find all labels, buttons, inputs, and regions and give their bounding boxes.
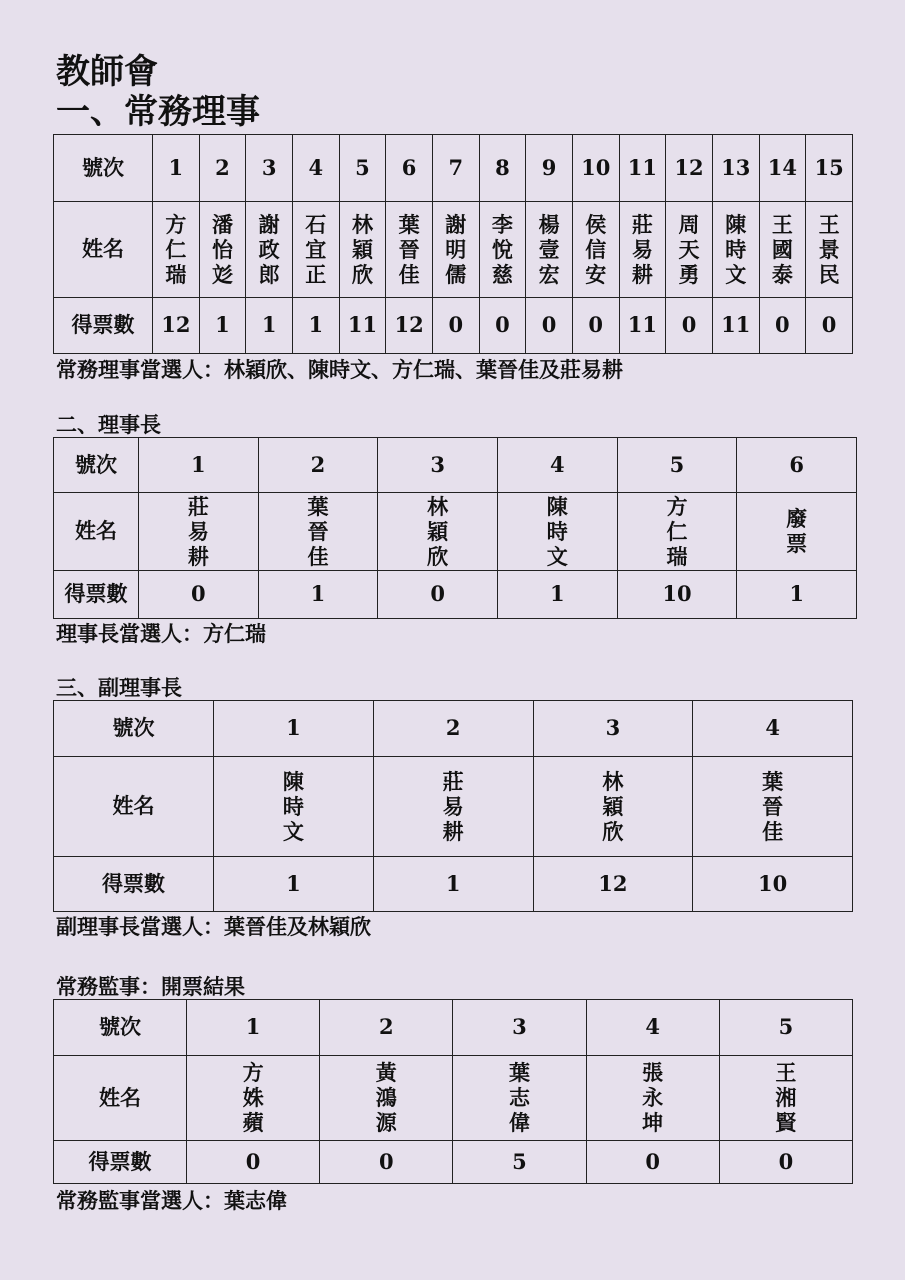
row-number: [54, 438, 857, 493]
candidate-number: 7: [432, 135, 479, 202]
section-heading-chairman: 二、理事長: [56, 412, 161, 437]
candidate-votes: 0: [320, 1141, 453, 1184]
candidate-name-vertical: 石 宜 正: [305, 211, 327, 287]
label-votes: 得票數: [54, 1141, 187, 1184]
candidate-votes: 10: [693, 857, 853, 912]
candidate-name-vertical: 方 仁 瑞: [165, 211, 187, 287]
candidate-name: [199, 202, 246, 298]
candidate-number: 1: [187, 1000, 320, 1056]
row-votes: [54, 571, 857, 619]
candidate-number: 3: [246, 135, 293, 202]
candidate-votes: 10: [617, 571, 737, 619]
row-number: [54, 1000, 853, 1056]
candidate-name-vertical: 莊 易 耕: [187, 493, 209, 569]
row-number: [54, 135, 853, 202]
candidate-number: 6: [737, 438, 857, 493]
candidate-name-vertical: 王 國 泰: [771, 211, 793, 287]
candidate-name-vertical: 方 仁 瑞: [666, 493, 688, 569]
candidate-name: [712, 202, 759, 298]
candidate-number: 6: [386, 135, 433, 202]
candidate-name-vertical: 潘 怡 彣: [211, 211, 233, 287]
result-chairman: 理事長當選人：方仁瑞: [56, 621, 266, 646]
candidate-number: 4: [292, 135, 339, 202]
candidate-name: [139, 493, 259, 571]
candidate-name-vertical: 謝 明 儒: [445, 211, 467, 287]
candidate-name-vertical: 周 天 勇: [678, 211, 700, 287]
row-name: [54, 757, 853, 857]
candidate-votes: 0: [572, 298, 619, 354]
candidate-name: [619, 202, 666, 298]
standing-supervisor-table: [53, 999, 853, 1184]
result-standing-supervisor: 常務監事當選人：葉志偉: [56, 1188, 287, 1213]
candidate-votes: 0: [759, 298, 806, 354]
candidate-number: 11: [619, 135, 666, 202]
candidate-name-vertical: 黃 鴻 源: [375, 1060, 397, 1136]
candidate-name-vertical: 葉 晉 佳: [398, 211, 420, 287]
label-name: 姓名: [54, 1056, 187, 1141]
row-number: [54, 701, 853, 757]
candidate-number: 1: [214, 701, 374, 757]
candidate-name: [258, 493, 378, 571]
candidate-name-vertical: 林 穎 欣: [351, 211, 373, 287]
label-name: 姓名: [54, 493, 139, 571]
row-name: [54, 1056, 853, 1141]
candidate-number: 2: [320, 1000, 453, 1056]
candidate-name-vertical: 陳 時 文: [282, 768, 304, 844]
candidate-votes: 5: [453, 1141, 586, 1184]
candidate-name: [292, 202, 339, 298]
candidate-name: [737, 493, 857, 571]
candidate-name-vertical: 方 姝 蘋: [242, 1060, 264, 1136]
result-vice-chairman: 副理事長當選人：葉晉佳及林穎欣: [56, 914, 371, 939]
row-votes: [54, 298, 853, 354]
candidate-name-vertical: 陳 時 文: [725, 211, 747, 287]
candidate-name-vertical: 莊 易 耕: [442, 768, 464, 844]
candidate-votes: 1: [246, 298, 293, 354]
candidate-votes: 0: [806, 298, 853, 354]
candidate-name-vertical: 廢 票: [786, 506, 808, 557]
candidate-votes: 0: [666, 298, 713, 354]
candidate-name-vertical: 謝 政 郎: [258, 211, 280, 287]
candidate-number: 3: [453, 1000, 586, 1056]
row-votes: [54, 857, 853, 912]
candidate-name-vertical: 陳 時 文: [546, 493, 568, 569]
section-heading-standing-directors: 一、常務理事: [56, 92, 260, 132]
candidate-number: 9: [526, 135, 573, 202]
candidate-name: [572, 202, 619, 298]
row-name: [54, 493, 857, 571]
candidate-name: [533, 757, 693, 857]
candidate-number: 5: [339, 135, 386, 202]
candidate-name: [719, 1056, 852, 1141]
candidate-votes: 12: [386, 298, 433, 354]
label-votes: 得票數: [54, 571, 139, 619]
row-name: [54, 202, 853, 298]
candidate-name: [759, 202, 806, 298]
candidate-votes: 1: [199, 298, 246, 354]
candidate-name: [432, 202, 479, 298]
candidate-name: [153, 202, 200, 298]
section-heading-standing-supervisor: 常務監事：開票結果: [56, 974, 245, 999]
candidate-name: [806, 202, 853, 298]
candidate-name: [373, 757, 533, 857]
candidate-name: [339, 202, 386, 298]
chairman-table: [53, 437, 857, 619]
section-heading-vice-chairman: 三、副理事長: [56, 675, 182, 700]
candidate-votes: 0: [719, 1141, 852, 1184]
standing-directors-table: [53, 134, 853, 354]
candidate-number: 3: [378, 438, 498, 493]
candidate-votes: 11: [712, 298, 759, 354]
label-number: 號次: [54, 135, 153, 202]
candidate-name-vertical: 侯 信 安: [585, 211, 607, 287]
candidate-name: [693, 757, 853, 857]
label-votes: 得票數: [54, 298, 153, 354]
candidate-name: [586, 1056, 719, 1141]
label-name: 姓名: [54, 757, 214, 857]
candidate-votes: 0: [378, 571, 498, 619]
candidate-number: 1: [139, 438, 259, 493]
candidate-number: 1: [153, 135, 200, 202]
candidate-number: 2: [258, 438, 378, 493]
candidate-name: [214, 757, 374, 857]
candidate-number: 4: [586, 1000, 719, 1056]
page-title: 教師會: [56, 52, 158, 92]
candidate-name: [246, 202, 293, 298]
candidate-name: [453, 1056, 586, 1141]
candidate-votes: 11: [619, 298, 666, 354]
candidate-votes: 0: [526, 298, 573, 354]
candidate-votes: 1: [373, 857, 533, 912]
candidate-votes: 12: [533, 857, 693, 912]
candidate-votes: 11: [339, 298, 386, 354]
candidate-number: 5: [719, 1000, 852, 1056]
candidate-name: [617, 493, 737, 571]
candidate-votes: 1: [497, 571, 617, 619]
candidate-name-vertical: 王 景 民: [818, 211, 840, 287]
candidate-votes: 1: [214, 857, 374, 912]
candidate-name: [386, 202, 433, 298]
candidate-number: 15: [806, 135, 853, 202]
candidate-name-vertical: 葉 志 偉: [508, 1060, 530, 1136]
candidate-name-vertical: 李 悅 慈: [491, 211, 513, 287]
label-votes: 得票數: [54, 857, 214, 912]
candidate-name: [526, 202, 573, 298]
label-name: 姓名: [54, 202, 153, 298]
label-number: 號次: [54, 438, 139, 493]
label-number: 號次: [54, 701, 214, 757]
candidate-votes: 0: [586, 1141, 719, 1184]
candidate-number: 12: [666, 135, 713, 202]
candidate-name: [378, 493, 498, 571]
candidate-number: 4: [693, 701, 853, 757]
candidate-name-vertical: 林 穎 欣: [602, 768, 624, 844]
candidate-number: 14: [759, 135, 806, 202]
candidate-votes: 0: [479, 298, 526, 354]
candidate-votes: 12: [153, 298, 200, 354]
candidate-name-vertical: 楊 壹 宏: [538, 211, 560, 287]
row-votes: [54, 1141, 853, 1184]
candidate-name: [666, 202, 713, 298]
candidate-votes: 1: [258, 571, 378, 619]
candidate-name: [479, 202, 526, 298]
candidate-number: 2: [373, 701, 533, 757]
candidate-name-vertical: 王 湘 賢: [775, 1060, 797, 1136]
candidate-number: 5: [617, 438, 737, 493]
candidate-number: 2: [199, 135, 246, 202]
candidate-number: 10: [572, 135, 619, 202]
candidate-votes: 0: [432, 298, 479, 354]
candidate-name-vertical: 莊 易 耕: [631, 211, 653, 287]
candidate-name: [320, 1056, 453, 1141]
candidate-votes: 0: [139, 571, 259, 619]
result-standing-directors: 常務理事當選人：林穎欣、陳時文、方仁瑞、葉晉佳及莊易耕: [56, 357, 623, 382]
candidate-name-vertical: 葉 晉 佳: [762, 768, 784, 844]
label-number: 號次: [54, 1000, 187, 1056]
candidate-votes: 1: [292, 298, 339, 354]
candidate-number: 3: [533, 701, 693, 757]
candidate-votes: 1: [737, 571, 857, 619]
candidate-name: [187, 1056, 320, 1141]
candidate-number: 13: [712, 135, 759, 202]
vice-chairman-table: [53, 700, 853, 912]
candidate-name: [497, 493, 617, 571]
candidate-number: 4: [497, 438, 617, 493]
candidate-number: 8: [479, 135, 526, 202]
candidate-votes: 0: [187, 1141, 320, 1184]
candidate-name-vertical: 葉 晉 佳: [307, 493, 329, 569]
candidate-name-vertical: 張 永 坤: [642, 1060, 664, 1136]
candidate-name-vertical: 林 穎 欣: [427, 493, 449, 569]
